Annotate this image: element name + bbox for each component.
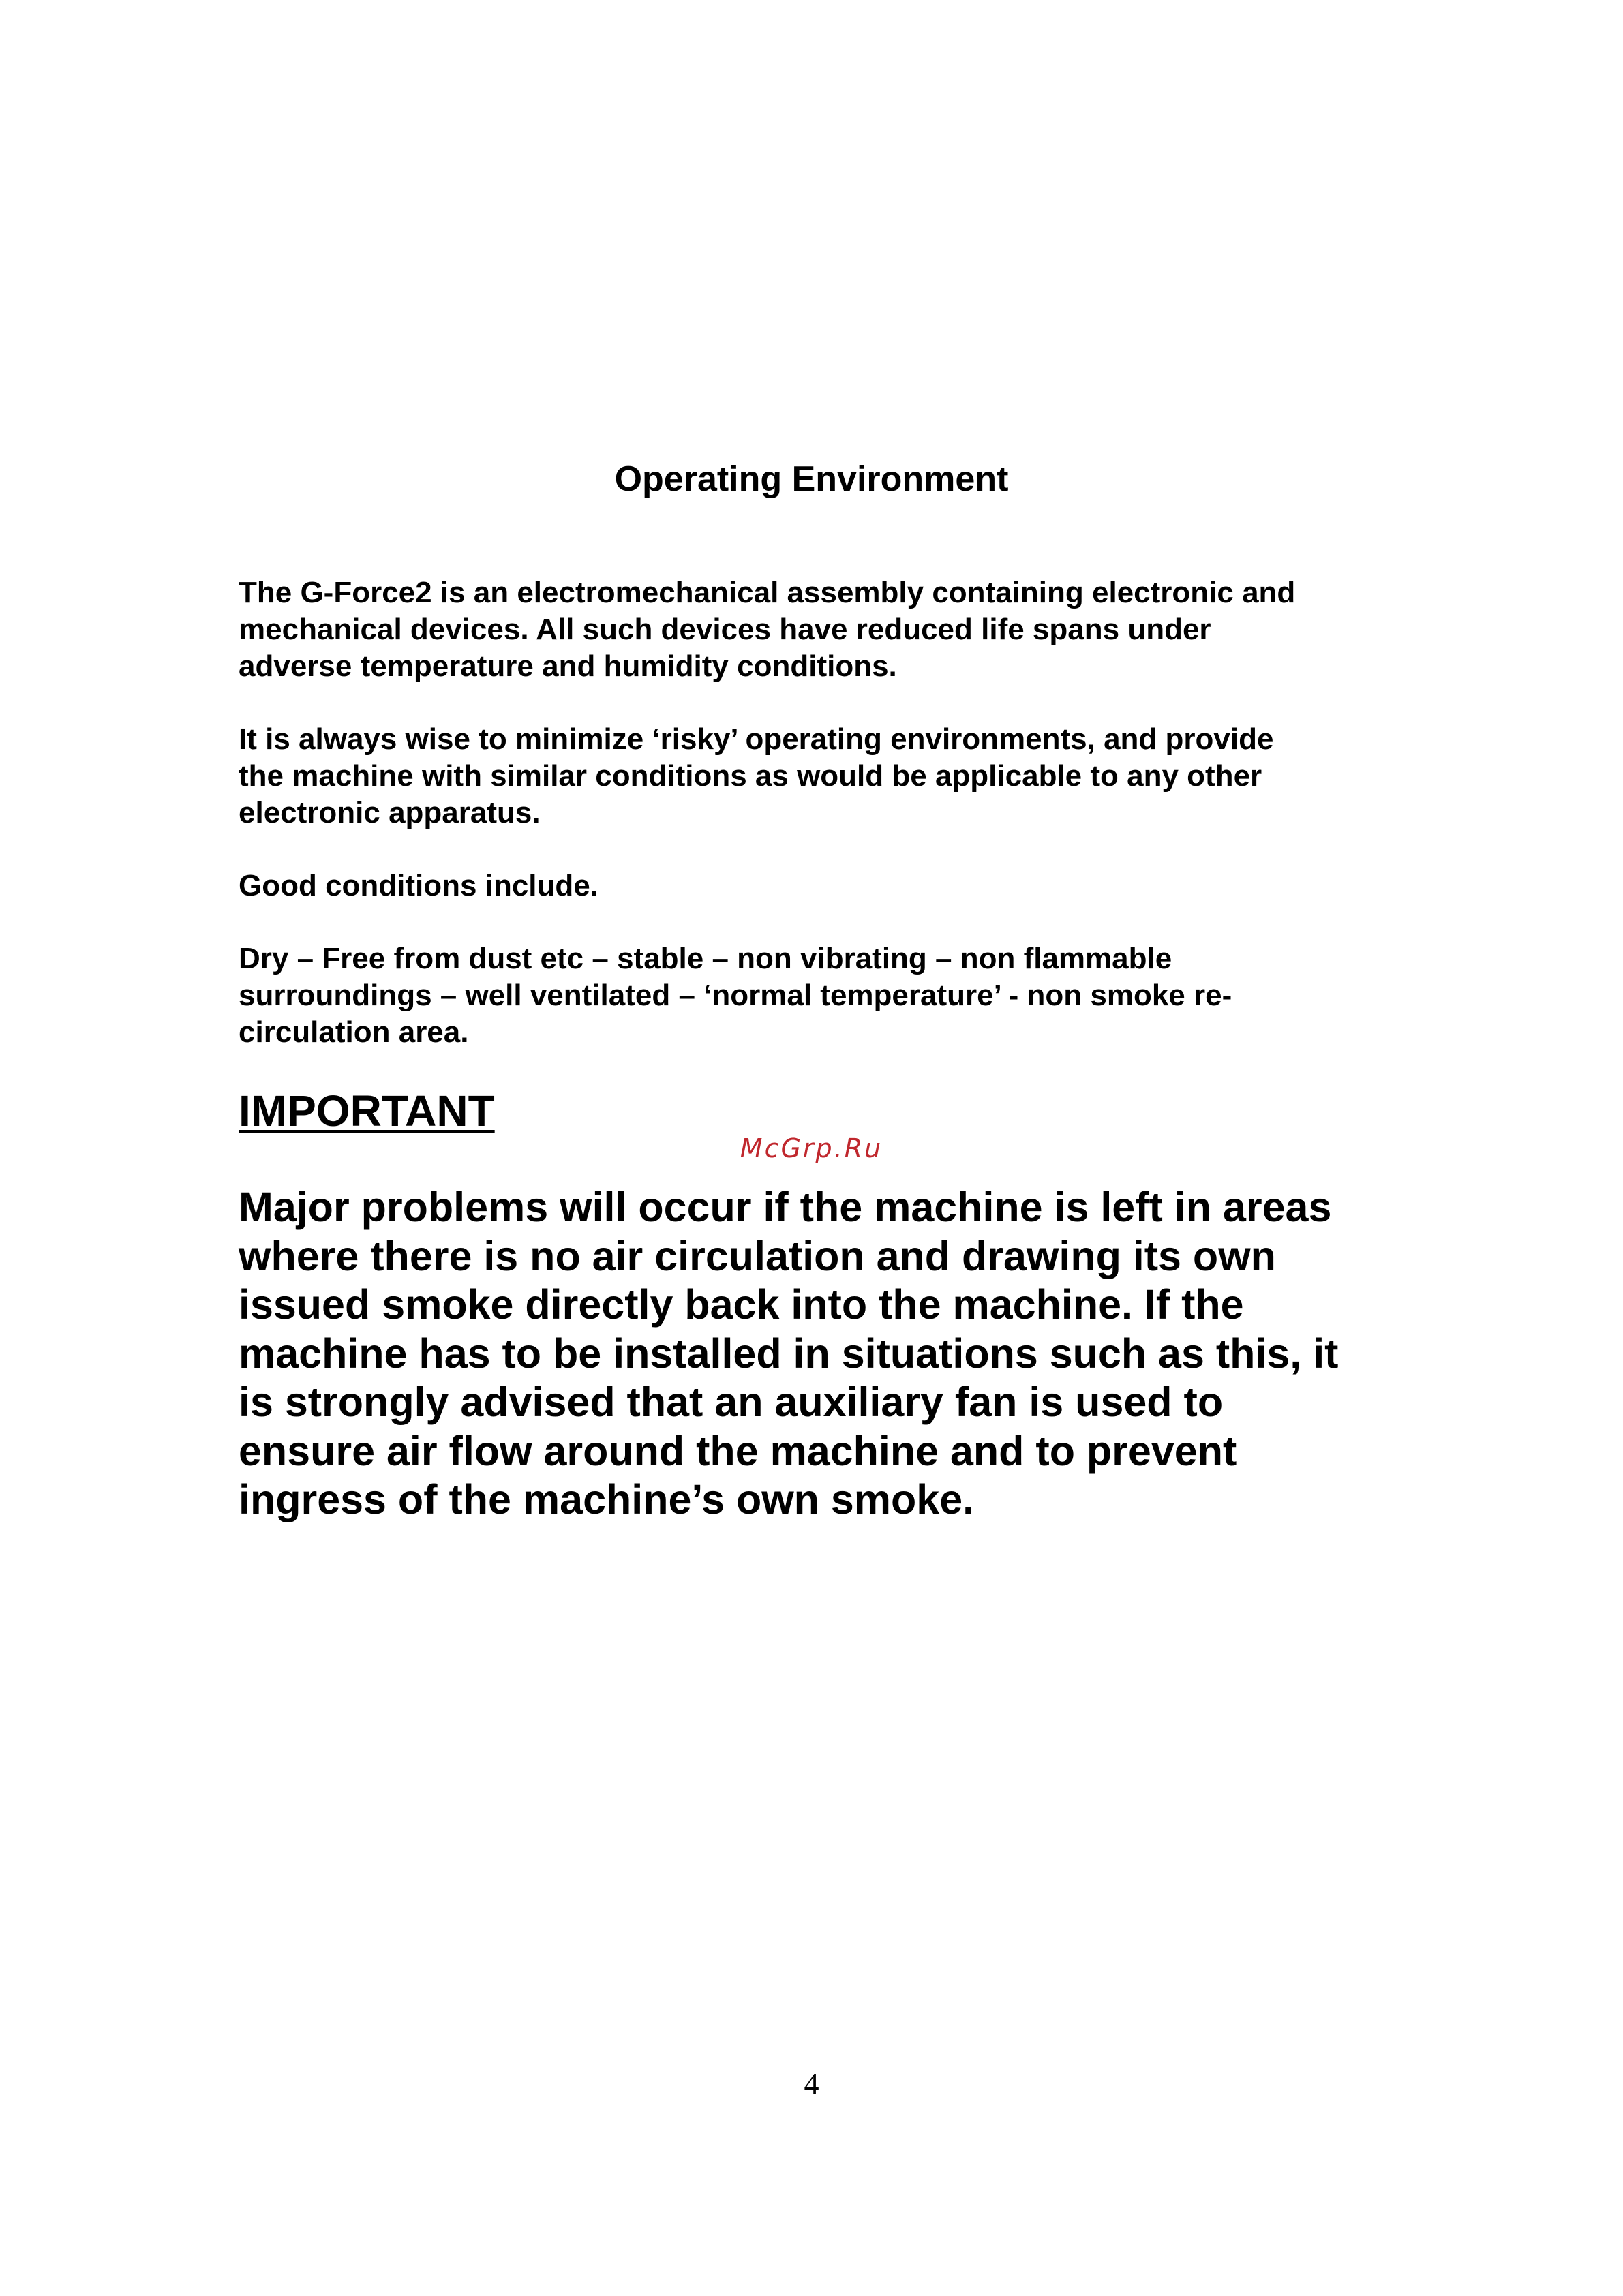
page-number: 4: [804, 2067, 819, 2100]
paragraph-conditions-list: Dry – Free from dust etc – stable – non vibrating – non flammable surroundings – well ventilated – ‘normal temperature’ - non smoke re- circulation area.: [239, 942, 1232, 1049]
warning-text: Major problems will occur if the machine is left in areas where there is no air circulation and drawing its own issued smoke directly back into the machine. If the machine has to be installed in situations such as this, it is strongly advised that an auxiliary fan is used to ensure air flow around the machine and to prevent ingress of the machine’s own smoke.: [239, 1184, 1339, 1522]
watermark-link[interactable]: McGrp.Ru: [740, 1133, 883, 1163]
page-title: Operating Environment: [614, 459, 1009, 499]
paragraph-advice: It is always wise to minimize ‘risky’ operating environments, and provide the machine with similar conditions as would be applicable to any other electronic apparatus.: [239, 722, 1274, 829]
important-heading: IMPORTANT: [239, 1086, 495, 1135]
paragraph-intro: The G-Force2 is an electromechanical assembly containing electronic and mechanical devices. All such devices have reduced life spans under adverse temperature and humidity conditions.: [239, 576, 1296, 683]
paragraph-good-conditions-heading: Good conditions include.: [239, 869, 598, 902]
